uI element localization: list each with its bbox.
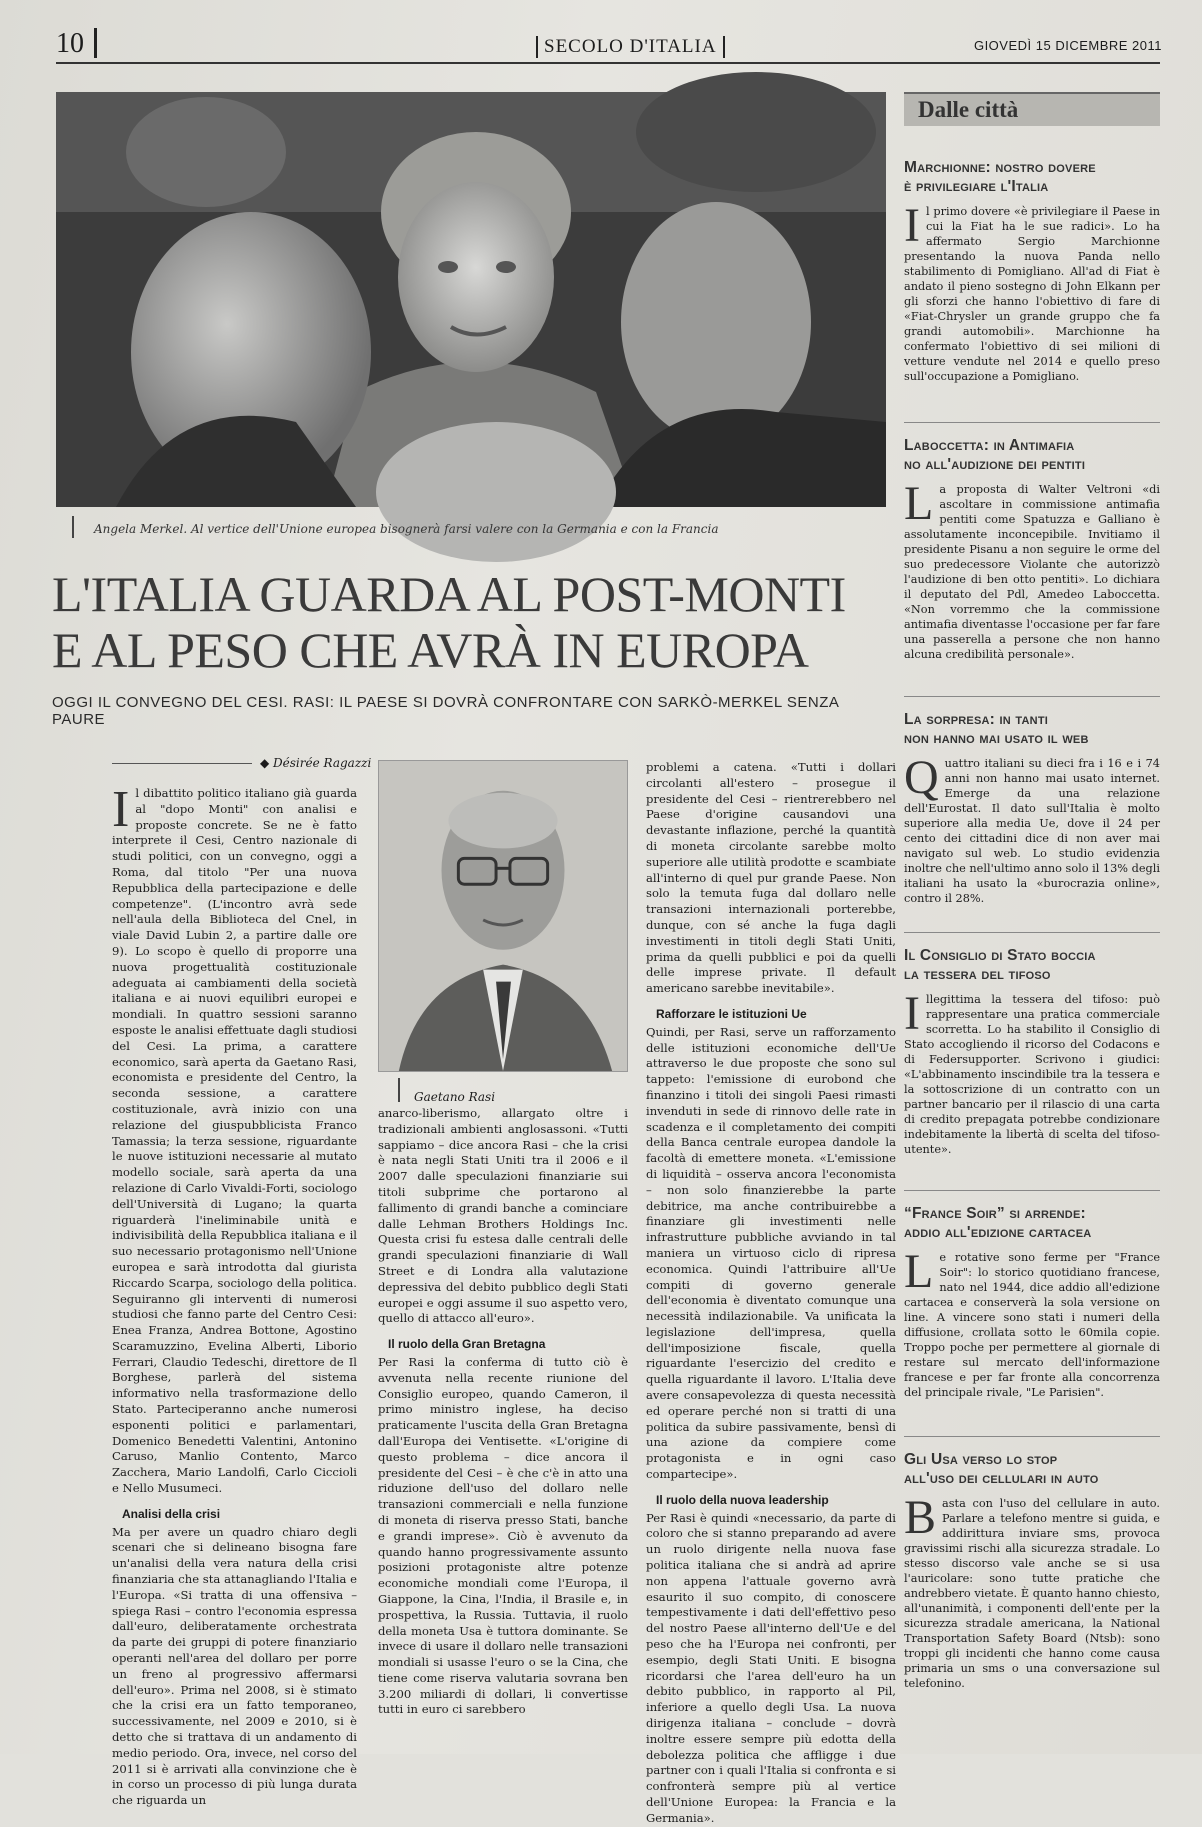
story-body: La proposta di Walter Veltroni «di ascoltare in commissione antimafia pentiti come Spatuzza e Galliano è assolutamente inconcepibile. Invitiamo il presidente Pisanu a non seguire le orme del suo predecessore Violante che autorizzò l'audizione di ben otto pentiti». Lo dichiara il deputato del Pdl, Amedeo Laboccetta. «Non vorremmo che la commissione antimafia diventasse l'occasione per far fare una passerella a persone che non hanno alcuna credibilità personale». [904,477,1160,661]
story-title: Marchionne: nostro dovere è privilegiare l'Italia [904,159,1096,195]
publication-name: SECOLO D'ITALIA [536,36,725,58]
article-paragraph: Ma per avere un quadro chiaro degli scenari che si delineano bisogna fare un'analisi della vera natura della crisi finanziaria che sta attanagliando l'Italia e l'Europa. «Si tratta di una offensiva – spiega Rasi – contro l'economia espressa dall'euro, deliberatamente orchestrata da parte dei gruppi di potere finanziario operanti nell'area del dollaro per porre un freno al progressivo affermarsi dell'euro». Prima nel 2008, si è stimato che la crisi era un fatto temporaneo, successivamente, nel 2009 e 2010, si è detto che si trattava di un andamento di medio periodo. Ora, invece, nel corso del 2011 si è arrivati alla convinzione che è in corso un processo di più lunga durata che riguarda un [112,1524,357,1808]
sidebar-story [904,1450,1160,1691]
story-body: Quattro italiani su dieci fra i 16 e i 74 anni non hanno mai usato internet. Emerge da una relazione dell'Eurostat. Il dato sull'Italia è molto superiore alla media Ue, dove il 24 per cento dei cittadini dice di non aver mai navigato sul web. Lo studio evidenzia inoltre che nell'ultimo anno solo il 13% degli italiani ha usato la «burocrazia online», contro il 28%. [904,751,1161,905]
section-title-text: Dalle città [918,97,1019,122]
dropcap: L [904,1245,934,1298]
headline [52,566,892,678]
masthead [56,28,1162,62]
article-subheading: Il ruolo della nuova leadership [656,1492,829,1507]
byline: ◆ Désirée Ragazzi [260,756,372,770]
photo-caption-bar [72,516,74,538]
portrait-caption-bar [398,1078,400,1102]
article-paragraph: Il dibattito politico italiano già guarda al "dopo Monti" con analisi e proposte concrete. Se ne è fatto interprete il Cesi, Centro nazionale di studi politici, con un convegno, oggi a Roma, dal titolo "Per una nuova Repubblica della partecipazione e delle competenze". (L'incontro avrà sede nell'aula della Biblioteca del Cnel, in viale David Lubin 2, a partire dalle ore 9). Lo scopo è quello di proporre una nuova progettualità costituzionale adeguata ai cambiamenti della società italiana e ai nuovi equilibri europei e mondiali. In quattro sessioni saranno esposte le analisi effettuate dagli studiosi del Cesi. La prima, a carattere economico, sarà aperta da Gaetano Rasi, economista e presidente del Centro, la seconda sessione, a carattere costituzionale, avrà inizio con una relazione del giuspubblicista Franco Tamassia; la terza sessione, riguardante le nuove istituzioni necessarie al mutato modello sociale, sarà aperta da una relazione di Carlo Vivaldi-Forti, sociologo dell'Università di Lugano; la quarta riguarderà l'ineliminabile unità e indivisibilità della Repubblica italiana e il suo necessario protagonismo nell'Unione europea e sarà introdotta dal giurista Riccardo Scarpa, sociologo della politica. Seguiranno gli interventi di numerosi studiosi che fanno parte del Centro Cesi: Enea Franza, Andrea Bottone, Agostino Scaramuzzino, Evelina Alberti, Liborio Ferrari, Claudio Tedeschi, direttore de Il Borghese, parlerà del sistema informativo nella trasformazione dello Stato. Parteciperanno anche numerosi esponenti politici e parlamentari, Domenico Benedetti Valentini, Antonino Caruso, Manlio Contento, Marco Zacchera, Mario Landolfi, Carlo Ciccioli e Nello Musumeci. [112,781,357,1496]
headline-line-1: L'ITALIA GUARDA AL POST-MONTI [52,566,846,622]
story-body: Illegittima la tessera del tifoso: può rappresentare una pratica commerciale scorretta. Lo ha stabilito il Consiglio di Stato accogliendo il ricorso del Codacons e di Federsupporter. Scrivono i giudici: «L'abbinamento inscindibile tra la tessera e la sottoscrizione di un contratto con un partner bancario per il rilascio di una carta di credito prepagata potrebbe condizionare indebitamente la libertà di scelta del tifoso-utente». [904,987,1160,1156]
story-separator [904,1436,1160,1437]
portrait-caption: Gaetano Rasi [414,1090,496,1104]
section-title [904,92,1160,126]
masthead-rule [56,62,1160,64]
story-title: “France Soir” si arrende: addio all'edizione cartacea [904,1205,1092,1241]
story-separator [904,696,1160,697]
photo-caption: Angela Merkel. Al vertice dell'Unione europea bisognerà farsi valere con la Germania e con la Francia [94,522,719,536]
story-title: Gli Usa verso lo stop all'uso dei cellulari in auto [904,1451,1099,1487]
article-subheading: Il ruolo della Gran Bretagna [388,1337,546,1352]
sidebar-story [904,946,1160,1157]
article-paragraph: problemi a catena. «Tutti i dollari circolanti all'estero – prosegue il presidente del Cesi – rientrerebbero nel Paese d'origine causandovi una devastante inflazione, perché la quantità di moneta circolante sarebbe molto superiore alle utilità prodotte e scambiate all'interno di quel pur grande Paese. Non solo la temuta fuga dal dollaro nelle transazioni internazionali porterebbe, dunque, con sé anche la fuga dagli investimenti in titoli degli Stati Uniti, prima da quelli pubblici e poi da quelli delle imprese private. Il default americano sarebbe inevitabile». [646,760,896,996]
story-title: Laboccetta: in Antimafia no all'audizione dei pentiti [904,437,1086,473]
dropcap: Q [904,751,939,804]
headline-line-2: E AL PESO CHE AVRÀ IN EUROPA [52,622,809,678]
article-column-1 [112,781,357,1809]
dropcap: L [904,477,934,530]
story-separator [904,1190,1160,1191]
subheadline: OGGI IL CONVEGNO DEL CESI. RASI: IL PAESE SI DOVRÀ CONFRONTARE CON SARKÒ-MERKEL SENZA PAURE [52,694,839,728]
story-body: Il primo dovere «è privilegiare il Paese in cui la Fiat ha le sue radici». Lo ha affermato Sergio Marchionne presentando la nuova Panda nello stabilimento di Pomigliano. All'ad di Fiat è andato il pieno sostegno di John Elkann per gli sforzi che hanno l'obiettivo di fare di «Fiat-Chrysler un grande gruppo che fa grandi automobili». Marchionne ha confermato l'obiettivo di sei milioni di vetture vendute nel 2014 e quello preso sull'occupazione a Pomigliano. [904,199,1160,383]
article-paragraph: anarco-liberismo, allargato oltre i tradizionali ambienti anglosassoni. «Tutti sappiamo – dice ancora Rasi – che la crisi è nata negli Stati Uniti tra il 2006 e il 2007 dalle speculazioni finanziarie sui titoli subprime che portarono al fallimento di grandi banche a cominciare dalle Lehman Brothers Holdings Inc. Questa crisi fu estesa dalle centrali delle grandi speculazioni finanziarie di Wall Street e di Londra alla valutazione depressiva del debito pubblico degli Stati europei e oggi assume il suo aspetto vero, quello di attacco all'euro». [378,1106,628,1326]
byline-author: Désirée Ragazzi [273,756,372,770]
story-separator [904,422,1160,423]
article-paragraph: Per Rasi è quindi «necessario, da parte di coloro che si stanno preparando ad avere un ruolo dirigente nella nuova fase politica italiana che si andrà ad aprire non appena l'attuale governo avrà esaurito il suo compito, di conoscere tempestivamente i dati dell'effettivo peso del nostro Paese all'interno dell'Ue e del peso che ha l'Europa nei confronti, per esempio, degli Stati Uniti. E bisogna ricordarsi che l'area dell'euro ha un debito pubblico, in rapporto al Pil, inferiore a quello degli Usa. La nuova dirigenza italiana – conclude – dovrà inoltre essere sempre più edotta della debolezza politica che affligge i due partner con i quali l'Italia si confronta e si confronterà sempre più al vertice dell'Unione Europea: la Francia e la Germania». [646,1510,896,1825]
dropcap: I [112,781,130,838]
sidebar-story [904,436,1160,662]
page-number-bar [94,28,97,58]
portrait-photo [378,760,628,1072]
dropcap: I [904,987,920,1040]
sidebar-story [904,158,1160,384]
article-column-3 [646,760,896,1827]
story-title: Il Consiglio di Stato boccia la tessera del tifoso [904,947,1096,983]
page-number: 10 [56,28,84,59]
sidebar-dalle-citta [904,92,1164,1752]
story-separator [904,932,1160,933]
byline-rule [112,763,252,764]
story-body: Le rotative sono ferme per "France Soir": lo storico quotidiano francese, nato nel 1944, dice addio all'edizione cartacea e conserverà la sola versione on line. A vincere sono stati i numeri della diffusione, crollata sotto le 60mila copie. Troppo poche per permettere al giornale di restare sul mercato dell'informazione francese e per far fronte alla concorrenza del principale rivale, "Le Parisien". [904,1245,1160,1399]
dropcap: B [904,1491,937,1544]
story-body: Basta con l'uso del cellulare in auto. Parlare a telefono mentre si guida, e addirittura inviare sms, provoca gravissimi rischi alla sicurezza stradale. Lo stesso discorso vale anche se si usa l'auricolare: sono tutte pratiche che andrebbero vietate. È quanto hanno chiesto, all'unanimità, i componenti dell'ente per la sicurezza stradale americana, la National Transportation Safety Board (Ntsb): sono troppi gli incidenti che hanno come causa primaria un sms o una conversazione sul telefonino. [904,1491,1160,1690]
article-paragraph: Per Rasi la conferma di tutto ciò è avvenuta nella recente riunione del Consiglio europeo, quando Cameron, il primo ministro inglese, ha deciso praticamente l'uscita della Gran Bretagna dall'Europa dei Ventisette. «L'origine di questo problema – dice ancora il presidente del Cesi – è che c'è in atto una riduzione dell'uso del dollaro nelle transazioni commerciali e nella funzione di moneta di riserva presso Stati, banche e grandi imprese». Ciò è avvenuto da quando hanno progressivamente assunto posizioni protagoniste altre potenze economiche mondiali come l'Europa, il Giappone, la Cina, l'India, il Brasile e, in prospettiva, la Russia. Tuttavia, il ruolo della moneta Usa è tuttora dominante. Se invece di usare il dollaro nelle transazioni mondiali si usasse l'euro o se la Cina, che tiene come riserva valutaria sovrana ben 3.200 miliardi di dollari, li convertisse tutti in euro ci sarebbero [378,1354,628,1717]
article-paragraph: Quindi, per Rasi, serve un rafforzamento delle istituzioni economiche dell'Ue attraverso le due proposte che sono sul tappeto: l'emissione di eurobond che finanzino i titoli dei singoli Paesi rimasti invenduti in sede di rinnovo delle rate in scadenza e il completamento dei compiti della Banca centrale europea dandole la facoltà di emettere moneta. «L'emissione di liquidità – osserva ancora l'economista – non solo finanzierebbe la parte debitrice, ma anche contribuirebbe a finanziare gli investimenti nelle infrastrutture pubbliche avviando in tal maniera un virtuoso ciclo di ripresa economica. Quindi l'attribuire all'Ue compiti di governo generale dell'economia è diventato comunque una necessità indilazionabile. Va unificata la legislazione dell'impresa, quella dell'imposizione fiscale, quella riguardante l'esercizio del credito e quella riguardante il lavoro. L'Italia deve avere consapevolezza di questa necessità ed operare perché non si tratti di una politica da subire passivamente, bensì di una azione da compiere come protagonista e in ogni caso compartecipe». [646,1024,896,1482]
main-photo [56,92,886,507]
publication-date: GIOVEDÌ 15 DICEMBRE 2011 [973,38,1162,53]
article-subheading: Analisi della crisi [122,1506,221,1521]
article-column-2 [378,1106,628,1718]
story-title: La sorpresa: in tanti non hanno mai usato il web [904,711,1089,747]
sidebar-story [904,1204,1160,1400]
sidebar-story [904,710,1160,906]
article-subheading: Rafforzare le istituzioni Ue [656,1006,807,1021]
dropcap: I [904,199,920,252]
